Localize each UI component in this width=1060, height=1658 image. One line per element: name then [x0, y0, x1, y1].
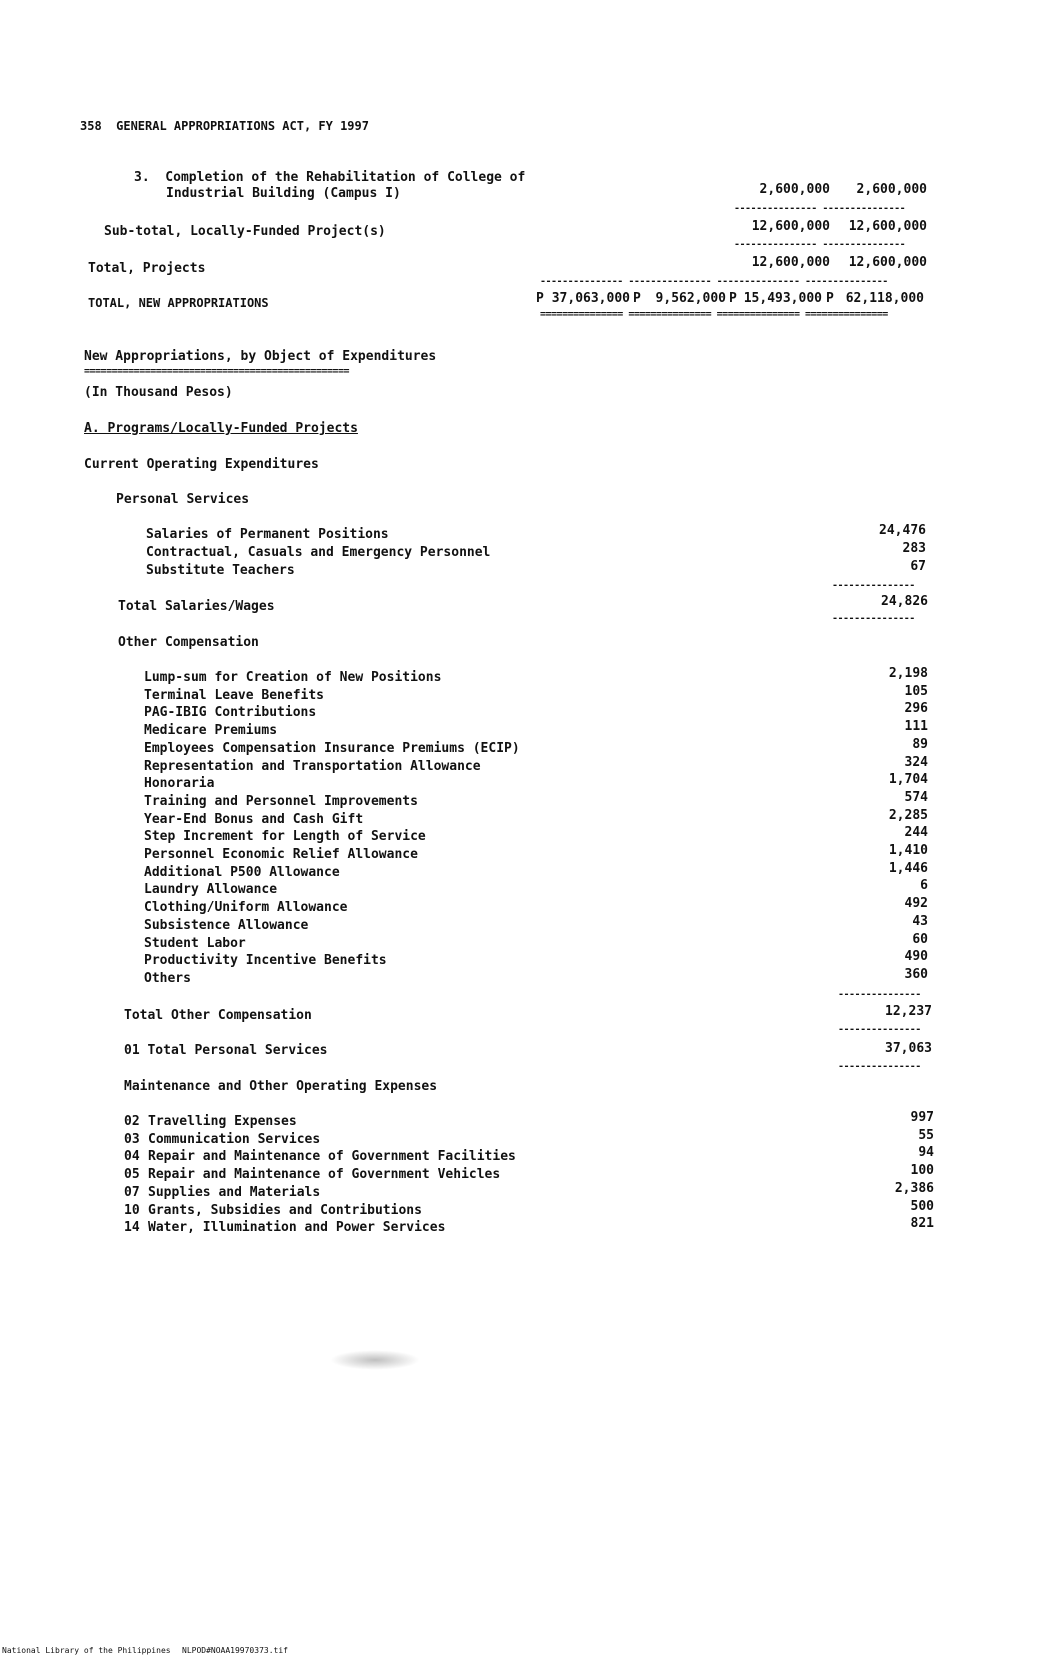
compensation-item-label: Medicare Premiums	[144, 723, 278, 738]
unit-label: (In Thousand Pesos)	[84, 385, 233, 400]
compensation-item-value: 2,285	[888, 808, 928, 823]
subtotal-label: Sub-total, Locally-Funded Project(s)	[104, 224, 386, 239]
compensation-item-value: 111	[904, 719, 928, 734]
mooe-item-value: 821	[910, 1216, 934, 1231]
footer-filename: NLPOD#NOAA19970373.tif	[182, 1646, 288, 1655]
mooe-item-code: 04	[124, 1149, 140, 1164]
mooe-item-label: Repair and Maintenance of Government Vehicles	[148, 1167, 501, 1182]
salary-item-value: 283	[902, 541, 926, 556]
compensation-item-value: 296	[904, 701, 928, 716]
current-opex-heading: Current Operating Expenditures	[84, 457, 319, 472]
salary-item-value: 24,476	[879, 523, 926, 538]
total-other-compensation-label: Total Other Compensation	[124, 1008, 312, 1023]
compensation-item-label: Clothing/Uniform Allowance	[144, 900, 348, 915]
mooe-item-value: 997	[910, 1110, 934, 1125]
double-rule: ================================================	[84, 367, 349, 377]
total-personal-services-label: 01 Total Personal Services	[124, 1043, 328, 1058]
compensation-item-value: 89	[912, 737, 928, 752]
compensation-item-value: 6	[920, 878, 928, 893]
compensation-item-label: Year-End Bonus and Cash Gift	[144, 812, 364, 827]
section-title: New Appropriations, by Object of Expenditures	[84, 349, 437, 364]
compensation-item-label: Terminal Leave Benefits	[144, 688, 325, 703]
compensation-item-value: 1,410	[888, 843, 928, 858]
compensation-item-value: 244	[904, 825, 928, 840]
peso-sign: P	[536, 291, 544, 306]
compensation-item-label: Others	[144, 971, 191, 986]
mooe-item-code: 10	[124, 1203, 140, 1218]
compensation-item-value: 105	[904, 684, 928, 699]
footer-library: National Library of the Philippines	[2, 1646, 171, 1655]
mooe-item-label: Travelling Expenses	[148, 1114, 297, 1129]
total-projects-value-2: 12,600,000	[848, 255, 927, 270]
peso-sign: P	[633, 291, 641, 306]
dashed-rule: ---------------	[832, 614, 915, 624]
compensation-item-value: 1,704	[888, 772, 928, 787]
mooe-item-value: 55	[918, 1128, 934, 1143]
compensation-item-label: PAG-IBIG Contributions	[144, 705, 317, 720]
dashed-rule: --------------- ---------------	[734, 204, 906, 214]
compensation-item-label: Training and Personnel Improvements	[144, 794, 418, 809]
personal-services-heading: Personal Services	[116, 492, 250, 507]
compensation-item-value: 2,198	[888, 666, 928, 681]
total-other-compensation-value: 12,237	[885, 1004, 932, 1019]
dashed-rule: --------------- ---------------	[734, 240, 906, 250]
project-item-3-line1: 3. Completion of the Rehabilitation of College of	[134, 170, 526, 185]
other-compensation-heading: Other Compensation	[118, 635, 259, 650]
mooe-item-label: Communication Services	[148, 1132, 321, 1147]
compensation-item-value: 43	[912, 914, 928, 929]
mooe-item-value: 100	[910, 1163, 934, 1178]
dashed-rule: --------------- --------------- --------------- ---------------	[540, 277, 888, 287]
double-rule: =============== =============== =============== ===============	[540, 310, 888, 320]
peso-sign: P	[826, 291, 834, 306]
project-item-3-value-1: 2,600,000	[759, 182, 830, 197]
mooe-item-code: 14	[124, 1220, 140, 1235]
total-projects-value-1: 12,600,000	[751, 255, 830, 270]
compensation-item-value: 360	[904, 967, 928, 982]
dashed-rule: ---------------	[838, 1025, 921, 1035]
total-personal-services-value: 37,063	[885, 1041, 932, 1056]
mooe-item-label: Water, Illumination and Power Services	[148, 1220, 446, 1235]
mooe-item-code: 07	[124, 1185, 140, 1200]
compensation-item-label: Honoraria	[144, 776, 215, 791]
page-header: 358 GENERAL APPROPRIATIONS ACT, FY 1997	[80, 119, 369, 133]
compensation-item-label: Step Increment for Length of Service	[144, 829, 426, 844]
project-item-3-line2: Industrial Building (Campus I)	[166, 186, 401, 201]
mooe-item-label: Grants, Subsidies and Contributions	[148, 1203, 422, 1218]
compensation-item-label: Laundry Allowance	[144, 882, 278, 897]
mooe-item-label: Supplies and Materials	[148, 1185, 321, 1200]
compensation-item-label: Subsistence Allowance	[144, 918, 309, 933]
total-new-appropriations-label: TOTAL, NEW APPROPRIATIONS	[88, 296, 269, 310]
project-item-3-value-2: 2,600,000	[856, 182, 927, 197]
compensation-item-value: 60	[912, 932, 928, 947]
compensation-item-label: Personnel Economic Relief Allowance	[144, 847, 418, 862]
mooe-item-code: 03	[124, 1132, 140, 1147]
mooe-item-label: Repair and Maintenance of Government Facilities	[148, 1149, 516, 1164]
compensation-item-value: 1,446	[888, 861, 928, 876]
dashed-rule: ---------------	[832, 581, 915, 591]
compensation-item-value: 324	[904, 755, 928, 770]
salary-item-label: Contractual, Casuals and Emergency Personnel	[146, 545, 491, 560]
new-appropriations-value-1: 37,063,000	[551, 291, 630, 306]
subtotal-value-2: 12,600,000	[848, 219, 927, 234]
mooe-item-value: 500	[910, 1199, 934, 1214]
compensation-item-label: Student Labor	[144, 936, 246, 951]
mooe-item-value: 94	[918, 1145, 934, 1160]
peso-sign: P	[729, 291, 737, 306]
scan-smudge	[330, 1350, 420, 1370]
mooe-item-value: 2,386	[894, 1181, 934, 1196]
mooe-heading: Maintenance and Other Operating Expenses	[124, 1079, 438, 1094]
compensation-item-label: Productivity Incentive Benefits	[144, 953, 387, 968]
total-projects-label: Total, Projects	[88, 261, 206, 276]
dashed-rule: ---------------	[838, 1062, 921, 1072]
compensation-item-value: 492	[904, 896, 928, 911]
compensation-item-label: Additional P500 Allowance	[144, 865, 340, 880]
subtotal-value-1: 12,600,000	[751, 219, 830, 234]
dashed-rule: ---------------	[838, 990, 921, 1000]
new-appropriations-value-2: 9,562,000	[655, 291, 726, 306]
mooe-item-code: 05	[124, 1167, 140, 1182]
compensation-item-label: Employees Compensation Insurance Premiums (ECIP)	[144, 741, 520, 756]
mooe-item-code: 02	[124, 1114, 140, 1129]
total-salaries-label: Total Salaries/Wages	[118, 599, 275, 614]
part-a-heading: A. Programs/Locally-Funded Projects	[84, 421, 358, 436]
new-appropriations-value-4: 62,118,000	[845, 291, 924, 306]
compensation-item-value: 574	[904, 790, 928, 805]
total-salaries-value: 24,826	[881, 594, 928, 609]
salary-item-value: 67	[910, 559, 926, 574]
compensation-item-label: Lump-sum for Creation of New Positions	[144, 670, 442, 685]
new-appropriations-value-3: 15,493,000	[743, 291, 822, 306]
compensation-item-label: Representation and Transportation Allowance	[144, 759, 481, 774]
salary-item-label: Salaries of Permanent Positions	[146, 527, 389, 542]
salary-item-label: Substitute Teachers	[146, 563, 295, 578]
compensation-item-value: 490	[904, 949, 928, 964]
